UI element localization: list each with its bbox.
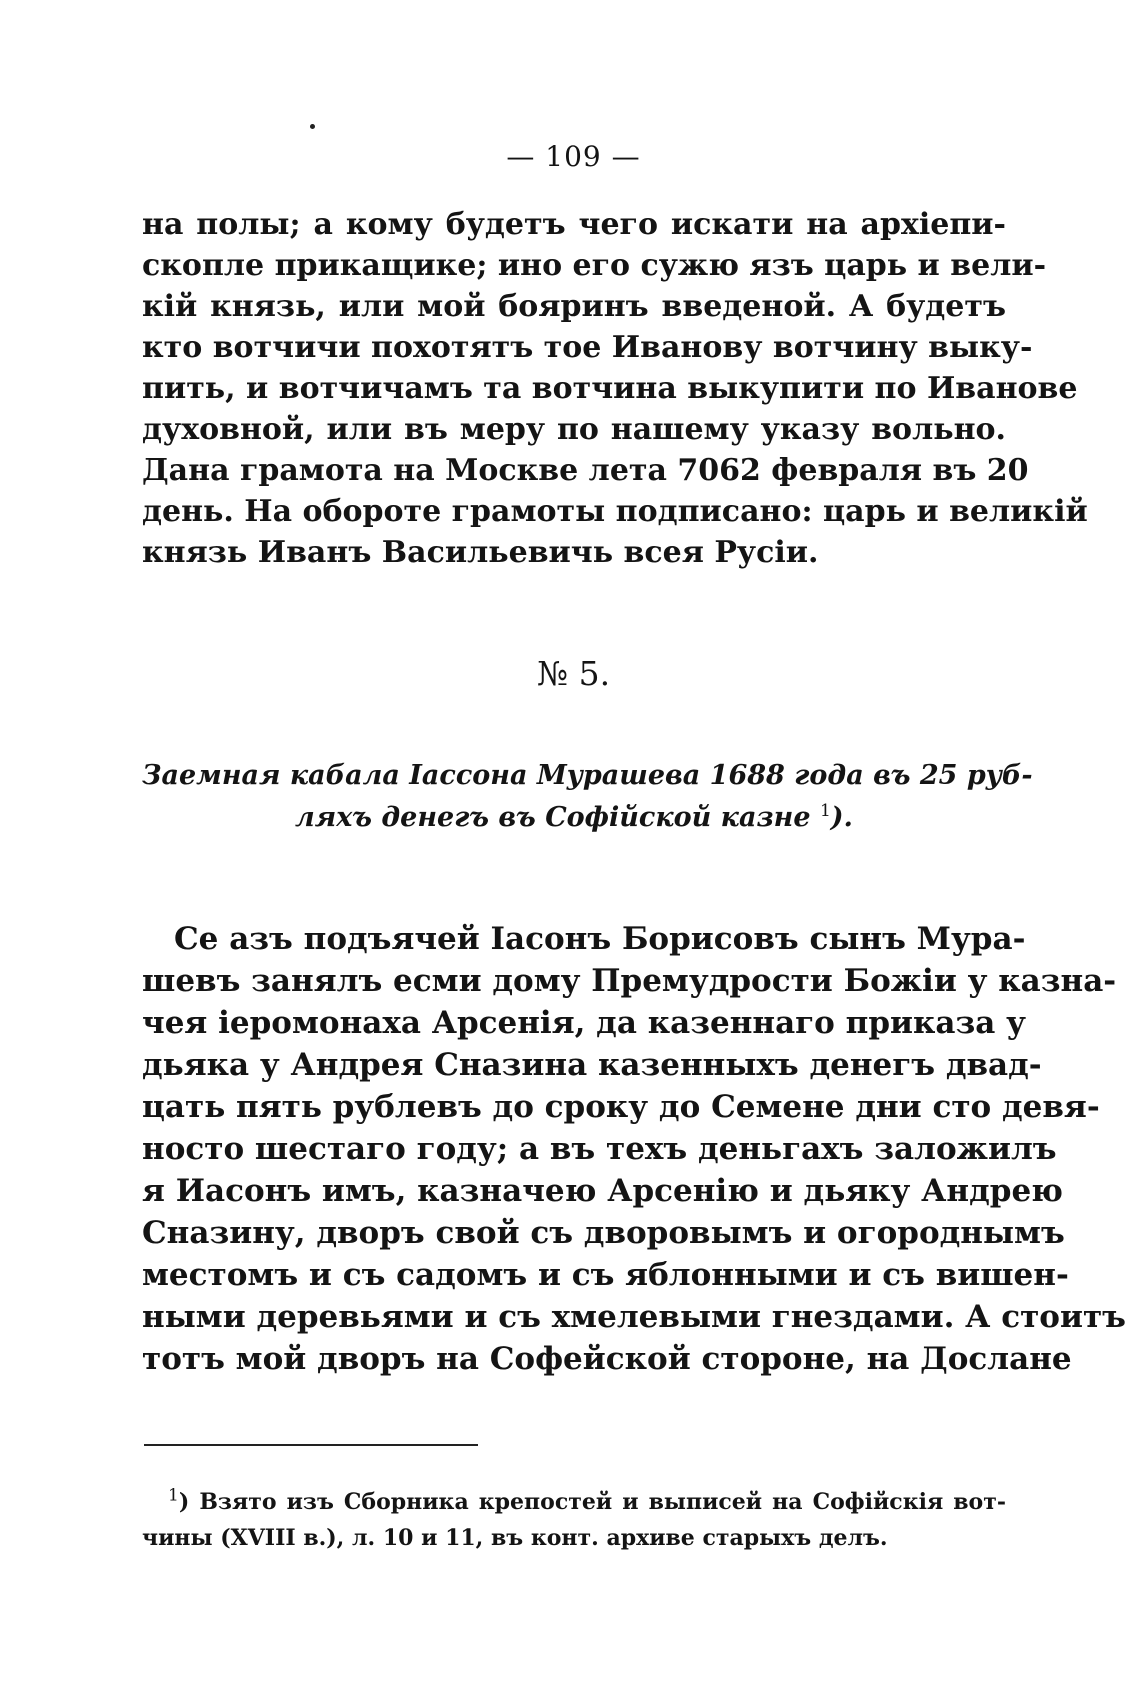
text-line: духовной, или въ меру по нашему указу вольно. (142, 412, 1006, 447)
text-line: цать пять рублевъ до сроку до Семене дни сто девя- (142, 1089, 1100, 1125)
text-line: дьяка у Андрея Сназина казенныхъ денегъ двад- (142, 1047, 1042, 1083)
text-line: кто вотчичи похотятъ тое Иванову вотчину выку- (142, 330, 1033, 365)
document-body (142, 918, 1126, 1380)
footnotes (142, 1484, 1006, 1556)
document-number: № 5. (536, 654, 611, 693)
page-number: — 109 — (506, 140, 641, 173)
ink-speck (310, 124, 315, 129)
text-line: ными деревьями и съ хмелевыми гнездами. А стоитъ (142, 1299, 1126, 1335)
text-line: Сназину, дворъ свой съ дворовымъ и огороднымъ (142, 1215, 1065, 1251)
title-line (142, 797, 1006, 839)
text-line: князь Иванъ Васильевичь всея Русіи. (142, 535, 819, 570)
text-line: я Иасонъ имъ, казначею Арсенію и дьяку Андрею (142, 1173, 1063, 1209)
text-line: день. На обороте грамоты подписано: царь и великій (142, 494, 1088, 529)
text-line: Дана грамота на Москве лета 7062 февраля въ 20 (142, 453, 1029, 488)
text-line: шевъ занялъ есми дому Премудрости Божіи у казна- (142, 963, 1117, 999)
title-line-end: ). (830, 802, 853, 833)
document-title (142, 755, 1033, 839)
text-line: пить, и вотчичамъ та вотчина выкупити по Иванове (142, 371, 1078, 406)
continuation-paragraph (142, 204, 1088, 573)
text-line: на полы; а кому будетъ чего искати на архіепи- (142, 207, 1006, 242)
footnote-text: ) Взято изъ Сборника крепостей и выписей на Софійскія вот- (178, 1489, 1006, 1515)
title-line: Заемная кабала Іассона Мурашева 1688 года въ 25 руб- (142, 760, 1033, 791)
footnote-divider (144, 1444, 478, 1446)
footnote-line (168, 1484, 1006, 1520)
text-line: местомъ и съ садомъ и съ яблонными и съ вишен- (142, 1257, 1069, 1293)
footnote-marker: 1 (819, 801, 831, 821)
text-line: скопле прикащике; ино его сужю язъ царь и вели- (142, 248, 1047, 283)
text-line: кій князь, или мой бояринъ введеной. А будетъ (142, 289, 1006, 324)
title-line-text: ляхъ денегъ въ Софійской казне (295, 802, 811, 833)
text-line: чея іеромонаха Арсенія, да казеннаго приказа у (142, 1005, 1026, 1041)
text-line: носто шестаго году; а въ техъ деньгахъ заложилъ (142, 1131, 1057, 1167)
footnote-marker: 1 (168, 1485, 179, 1506)
text-line: тотъ мой дворъ на Софейской стороне, на Дослане (142, 1341, 1072, 1377)
footnote-line: чины (XVIII в.), л. 10 и 11, въ конт. архиве старыхъ делъ. (142, 1525, 888, 1551)
text-line: Се азъ подъячей Іасонъ Борисовъ сынъ Мура- (174, 921, 1026, 957)
